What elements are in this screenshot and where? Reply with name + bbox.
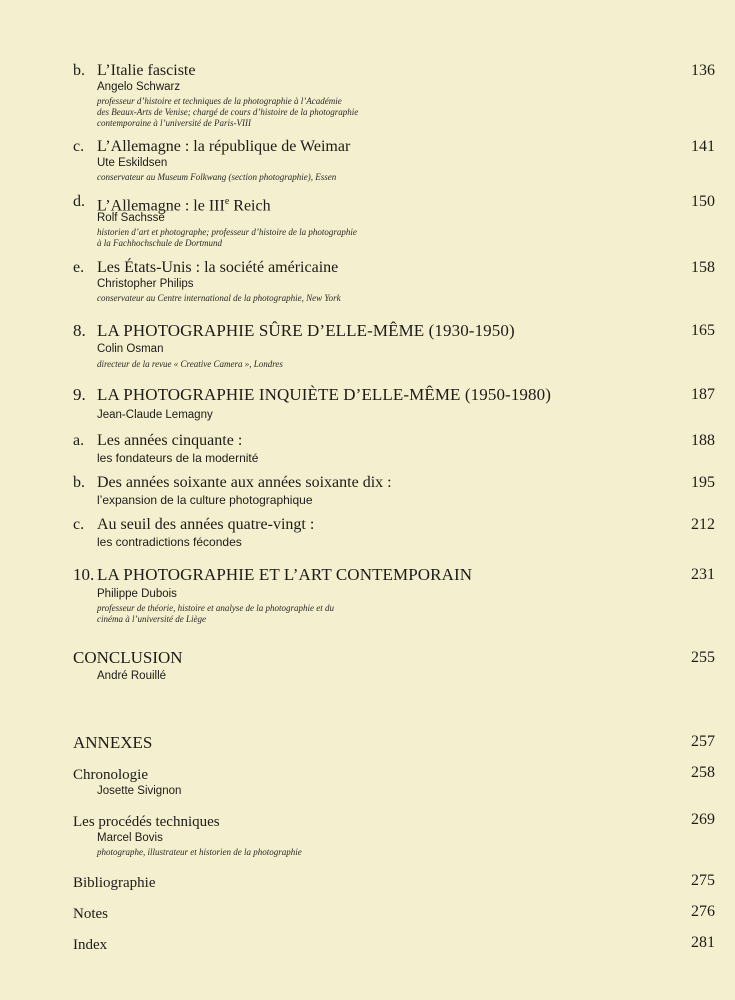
entry-number: c. [73, 516, 85, 533]
chapter-title: LA PHOTOGRAPHIE INQUIÈTE D’ELLE-MÊME (1950-1980) [97, 385, 551, 404]
entry-number: a. [73, 432, 85, 449]
chapter-number: 8. [73, 321, 86, 340]
entry-page-number: 141 [691, 138, 715, 155]
annex-page-number: 281 [691, 934, 715, 951]
entry-subtitle: l’expansion de la culture photographique [97, 493, 313, 507]
entry-author: Angelo Schwarz [97, 81, 181, 93]
annex-title: Les procédés techniques [73, 814, 220, 830]
chapter-number: 10. [73, 565, 95, 584]
chapter-title: LA PHOTOGRAPHIE ET L’ART CONTEMPORAIN [97, 565, 473, 584]
section-title: CONCLUSION [73, 648, 183, 667]
annex-title: Notes [73, 906, 108, 922]
entry-author-description: des Beaux-Arts de Venise; chargé de cours d’histoire de la photographie [97, 107, 359, 117]
entry-title: L’Italie fasciste [97, 62, 196, 79]
entry-number: d. [73, 193, 85, 210]
entry-title: Au seuil des années quatre-vingt : [97, 516, 315, 533]
entry-author-description: historien d’art et photographe; professeur d’histoire de la photographie [97, 227, 357, 237]
chapter-title: LA PHOTOGRAPHIE SÛRE D’ELLE-MÊME (1930-1950) [97, 321, 515, 340]
entry-author: Ute Eskildsen [97, 157, 168, 169]
entry-subtitle: les contradictions fécondes [97, 535, 242, 549]
entry-page-number: 158 [691, 259, 715, 276]
entry-title: L’Allemagne : le IIIe Reich [97, 196, 271, 215]
chapter-number: 9. [73, 385, 86, 404]
annex-author-description: photographe, illustrateur et historien de la photographie [97, 847, 302, 857]
entry-page-number: 188 [691, 432, 715, 449]
annex-page-number: 276 [691, 903, 715, 920]
entry-page-number: 150 [691, 193, 715, 210]
entry-author-description: professeur d’histoire et techniques de la photographie à l’Académie [97, 96, 342, 106]
entry-title: Des années soixante aux années soixante dix : [97, 474, 392, 491]
chapter-page-number: 187 [691, 386, 715, 403]
entry-number: b. [73, 474, 85, 491]
entry-subtitle: les fondateurs de la modernité [97, 451, 259, 465]
entry-author-description: à la Fachhochschule de Dortmund [97, 238, 222, 248]
section-page-number: 257 [691, 733, 715, 750]
annex-author: Marcel Bovis [97, 832, 163, 844]
section-author: André Rouillé [97, 670, 167, 682]
chapter-author: Colin Osman [97, 343, 164, 355]
entry-author: Rolf Sachsse [97, 212, 165, 224]
chapter-author-description: professeur de théorie, histoire et analyse de la photographie et du [97, 603, 335, 613]
entry-page-number: 136 [691, 62, 715, 79]
entry-title: L’Allemagne : la république de Weimar [97, 138, 351, 155]
entry-author-description: contemporaine à l’université de Paris-VIII [97, 118, 251, 128]
entry-number: c. [73, 138, 85, 155]
annex-title: Chronologie [73, 767, 148, 783]
annex-author: Josette Sivignon [97, 785, 182, 797]
annex-page-number: 269 [691, 811, 715, 828]
entry-author: Christopher Philips [97, 278, 194, 290]
entry-title: Les États-Unis : la société américaine [97, 259, 339, 276]
entry-page-number: 212 [691, 516, 715, 533]
chapter-page-number: 165 [691, 322, 715, 339]
annex-page-number: 275 [691, 872, 715, 889]
entry-title: Les années cinquante : [97, 432, 243, 449]
chapter-author-description: directeur de la revue « Creative Camera », Londres [97, 359, 283, 369]
entry-author-description: conservateur au Centre international de la photographie, New York [97, 293, 341, 303]
chapter-author: Jean-Claude Lemagny [97, 409, 213, 421]
entry-number: b. [73, 62, 85, 79]
chapter-page-number: 231 [691, 566, 715, 583]
annex-title: Bibliographie [73, 875, 156, 891]
section-page-number: 255 [691, 649, 715, 666]
section-title: ANNEXES [73, 733, 153, 752]
chapter-author: Philippe Dubois [97, 588, 177, 600]
entry-number: e. [73, 259, 85, 276]
entry-author-description: conservateur au Museum Folkwang (section photographie), Essen [97, 172, 337, 182]
entry-page-number: 195 [691, 474, 715, 491]
annex-title: Index [73, 937, 108, 953]
annex-page-number: 258 [691, 764, 715, 781]
chapter-author-description: cinéma à l’université de Liège [97, 614, 206, 624]
